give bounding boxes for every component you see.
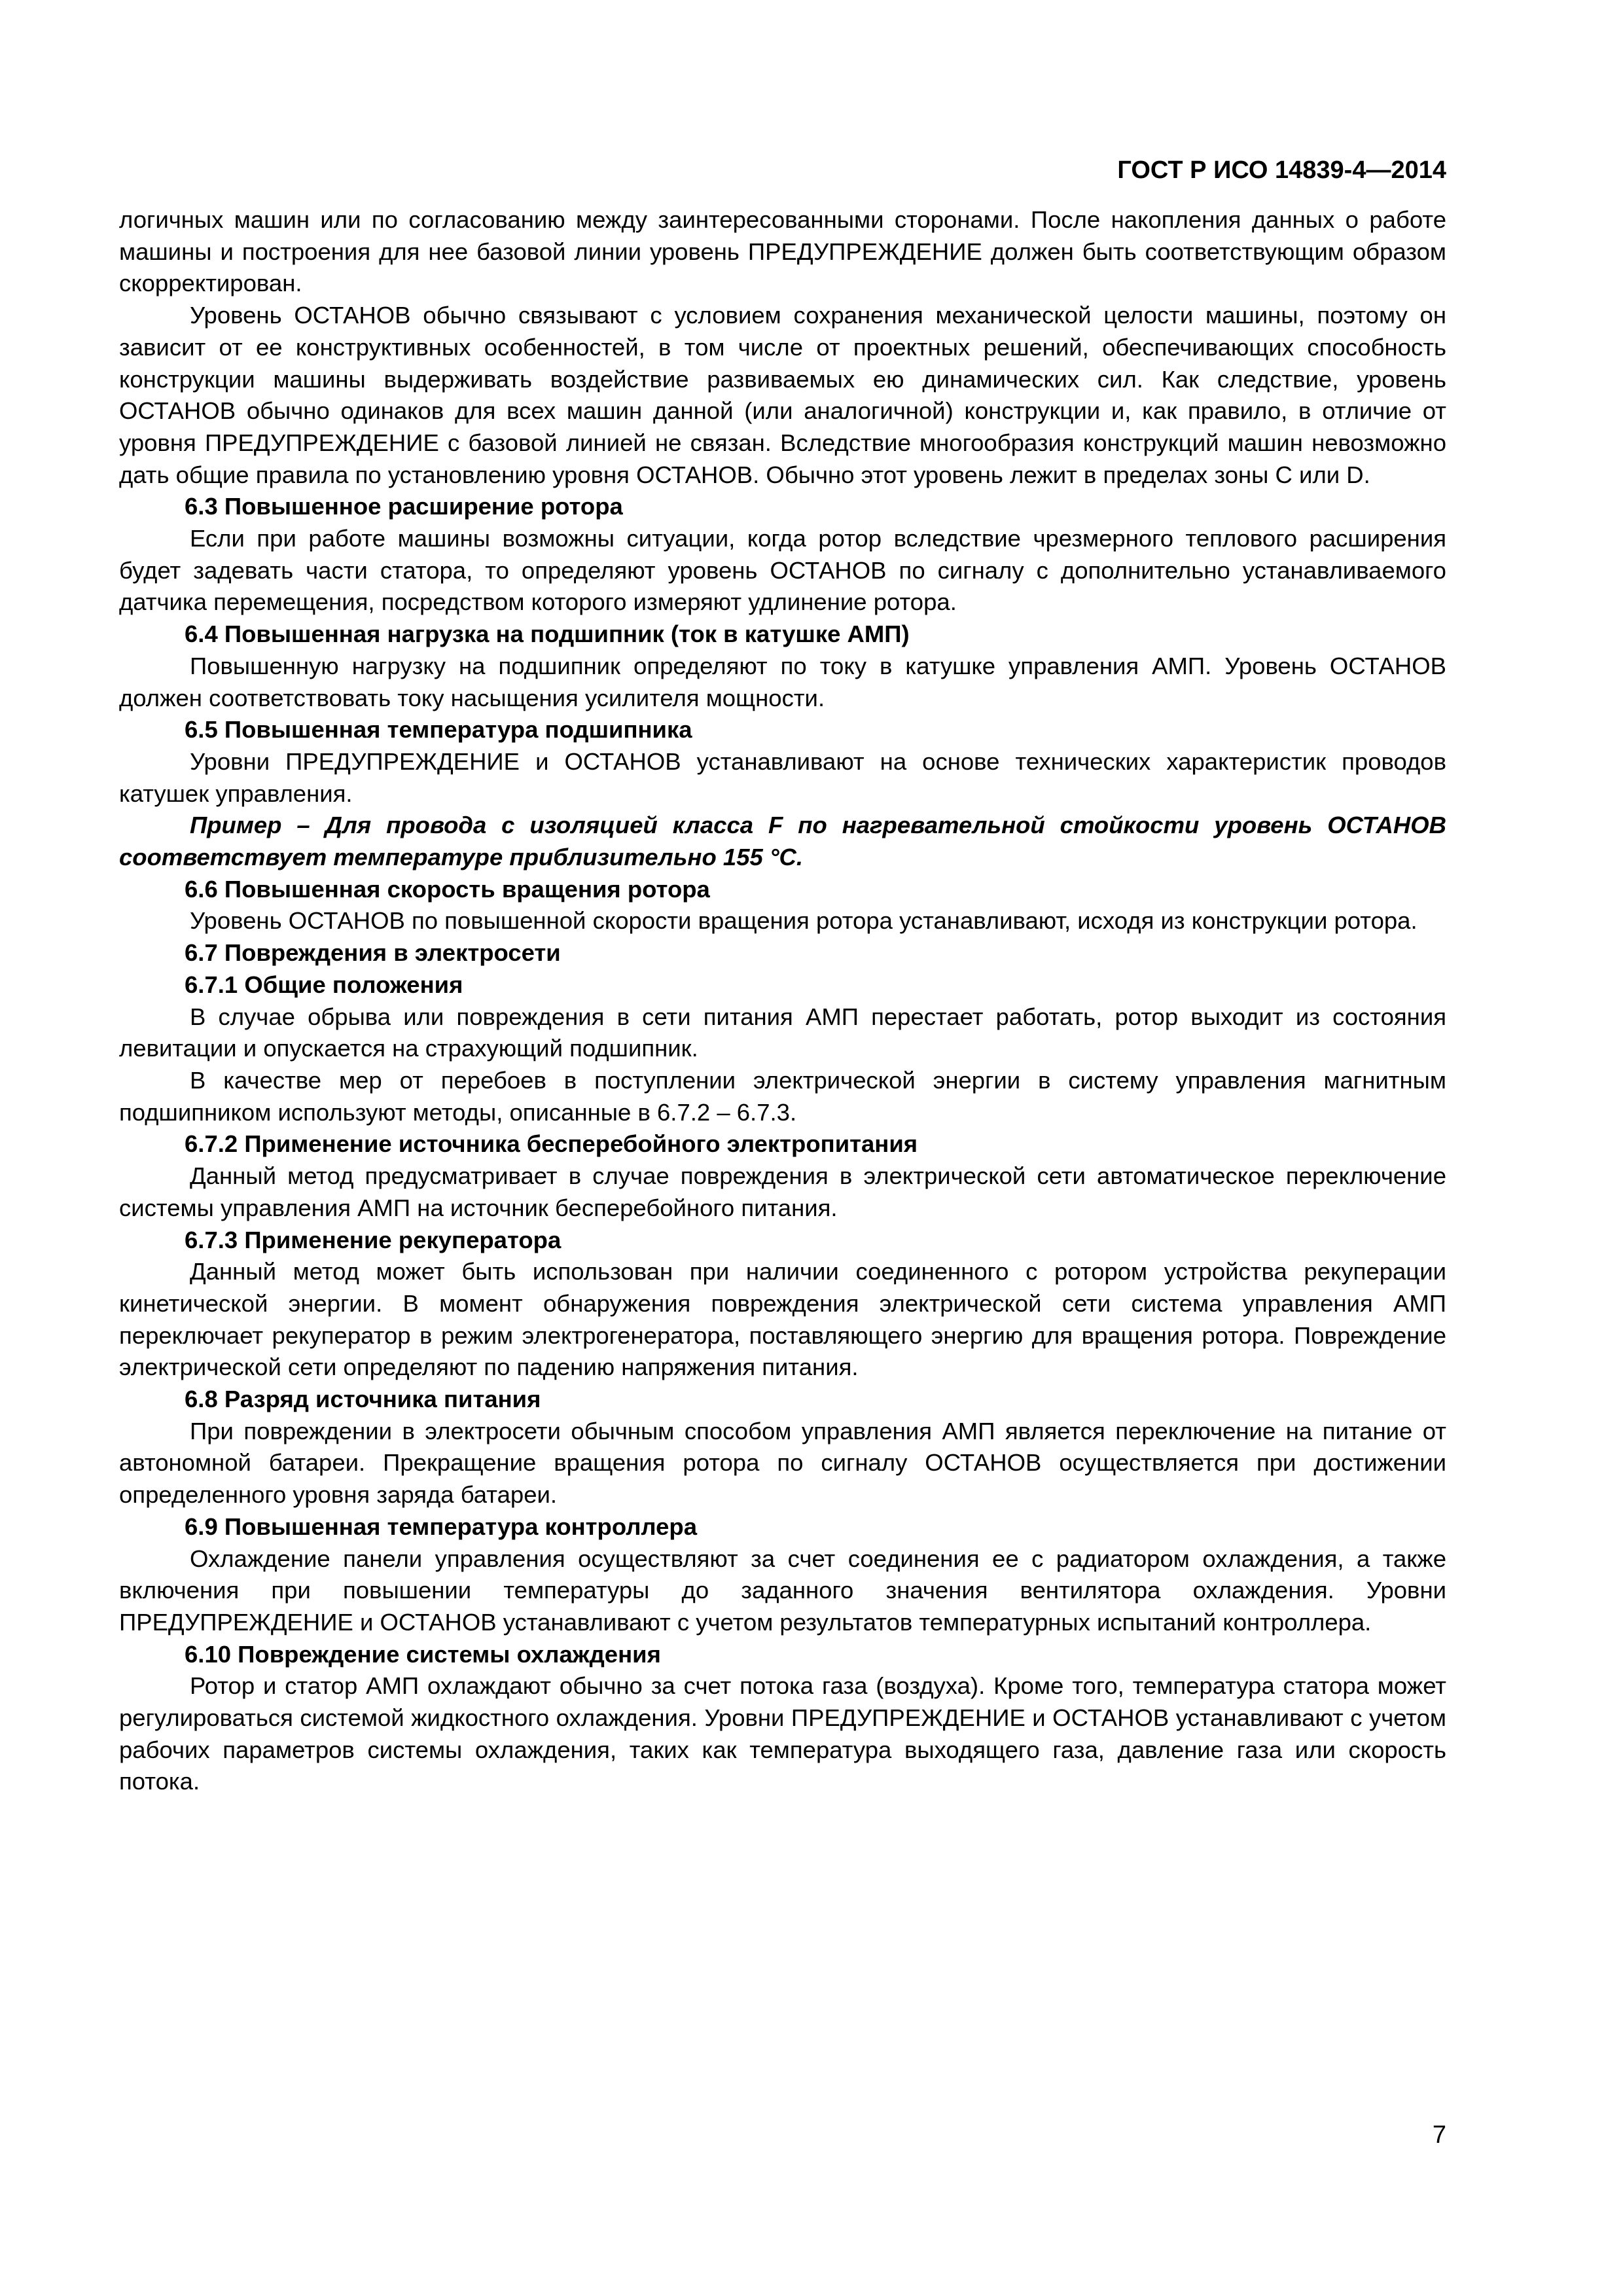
page-number: 7 — [1432, 2121, 1446, 2149]
example-6-5: Пример – Для провода с изоляцией класса F по нагревательной стойкости уровень ОСТАНОВ соответствует температуре приблизительно 155 °С. — [119, 812, 1446, 871]
paragraph-6-7-1b: В качестве мер от перебоев в поступлении электрической энергии в систему управления магнитным подшипником используют методы, описанные в 6.7.2 – 6.7.3. — [119, 1066, 1446, 1126]
paragraph-6-9: Охлаждение панели управления осуществляют за счет соединения ее с радиатором охлаждения, а также включения при повышении температуры до заданного значения вентилятора охлаждения. Уровни ПРЕДУПРЕЖДЕНИЕ и ОСТАНОВ устанавливают с учетом результатов температурных испытаний контроллера. — [119, 1545, 1446, 1636]
paragraph-6-8: При повреждении в электросети обычным способом управления АМП является переключение на питание от автономной батареи. Прекращение вращения ротора по сигналу ОСТАНОВ осуществляется при достижении определенного уровня заряда батареи. — [119, 1417, 1446, 1509]
paragraph-trip-level: Уровень ОСТАНОВ обычно связывают с условием сохранения механической целости машины, поэтому он зависит от ее конструктивных особенностей, в том числе от проектных решений, обеспечивающих способность конструкции машины выдерживать воздействие развиваемых ею динамических сил. Как следствие, уровень ОСТАНОВ обычно одинаков для всех машин данной (или аналогичной) конструкции и, как правило, в отличие от уровня ПРЕДУПРЕЖДЕНИЕ с базовой линией не связан. Вследствие многообразия конструкций машин невозможно дать общие правила по установлению уровня ОСТАНОВ. Обычно этот уровень лежит в пределах зоны С или D. — [119, 302, 1446, 488]
section-heading-6-9: 6.9 Повышенная температура контроллера — [185, 1513, 698, 1540]
document-body — [119, 204, 1446, 1798]
section-heading-6-10: 6.10 Повреждение системы охлаждения — [185, 1640, 661, 1668]
paragraph-6-6: Уровень ОСТАНОВ по повышенной скорости вращения ротора устанавливают, исходя из конструкции ротора. — [190, 907, 1418, 935]
section-heading-6-6: 6.6 Повышенная скорость вращения ротора — [185, 875, 710, 903]
paragraph-6-5: Уровни ПРЕДУПРЕЖДЕНИЕ и ОСТАНОВ устанавливают на основе технических характеристик проводов катушек управления. — [119, 747, 1446, 807]
standard-code-header: ГОСТ Р ИСО 14839-4—2014 — [1117, 156, 1446, 184]
section-heading-6-7: 6.7 Повреждения в электросети — [185, 939, 561, 967]
paragraph-intro-continuation: логичных машин или по согласованию между заинтересованными сторонами. После накопления данных о работе машины и построения для нее базовой линии уровень ПРЕДУПРЕЖДЕНИЕ должен быть соответствующим образом скорректирован. — [119, 206, 1446, 297]
paragraph-6-4: Повышенную нагрузку на подшипник определяют по току в катушке управления АМП. Уровень ОСТАНОВ должен соответствовать току насыщения усилителя мощности. — [119, 652, 1446, 711]
section-heading-6-7-3: 6.7.3 Применение рекуператора — [185, 1226, 562, 1253]
paragraph-6-7-1a: В случае обрыва или повреждения в сети питания АМП перестает работать, ротор выходит из состояния левитации и опускается на страхующий подшипник. — [119, 1003, 1446, 1062]
section-heading-6-8: 6.8 Разряд источника питания — [185, 1386, 541, 1413]
section-heading-6-5: 6.5 Повышенная температура подшипника — [185, 716, 692, 744]
section-heading-6-4: 6.4 Повышенная нагрузка на подшипник (ток в катушке АМП) — [185, 620, 910, 648]
section-heading-6-7-2: 6.7.2 Применение источника бесперебойного электропитания — [185, 1130, 918, 1158]
paragraph-6-7-2: Данный метод предусматривает в случае повреждения в электрической сети автоматическое переключение системы управления АМП на источник бесперебойного питания. — [119, 1162, 1446, 1221]
paragraph-6-3: Если при работе машины возможны ситуации, когда ротор вследствие чрезмерного теплового расширения будет задевать части статора, то определяют уровень ОСТАНОВ по сигналу с дополнительно устанавливаемого датчика перемещения, посредством которого измеряют удлинение ротора. — [119, 525, 1446, 616]
section-heading-6-7-1: 6.7.1 Общие положения — [185, 971, 463, 998]
paragraph-6-10: Ротор и статор АМП охлаждают обычно за счет потока газа (воздуха). Кроме того, температура статора может регулироваться системой жидкостного охлаждения. Уровни ПРЕДУПРЕЖДЕНИЕ и ОСТАНОВ устанавливают с учетом рабочих параметров системы охлаждения, таких как температура выходящего газа, давление газа или скорость потока. — [119, 1672, 1446, 1795]
paragraph-6-7-3: Данный метод может быть использован при наличии соединенного с ротором устройства рекуперации кинетической энергии. В момент обнаружения повреждения электрической сети система управления АМП переключает рекуператор в режим электрогенератора, поставляющего энергию для вращения ротора. Повреждение электрической сети определяют по падению напряжения питания. — [119, 1258, 1446, 1381]
section-heading-6-3: 6.3 Повышенное расширение ротора — [185, 493, 623, 520]
